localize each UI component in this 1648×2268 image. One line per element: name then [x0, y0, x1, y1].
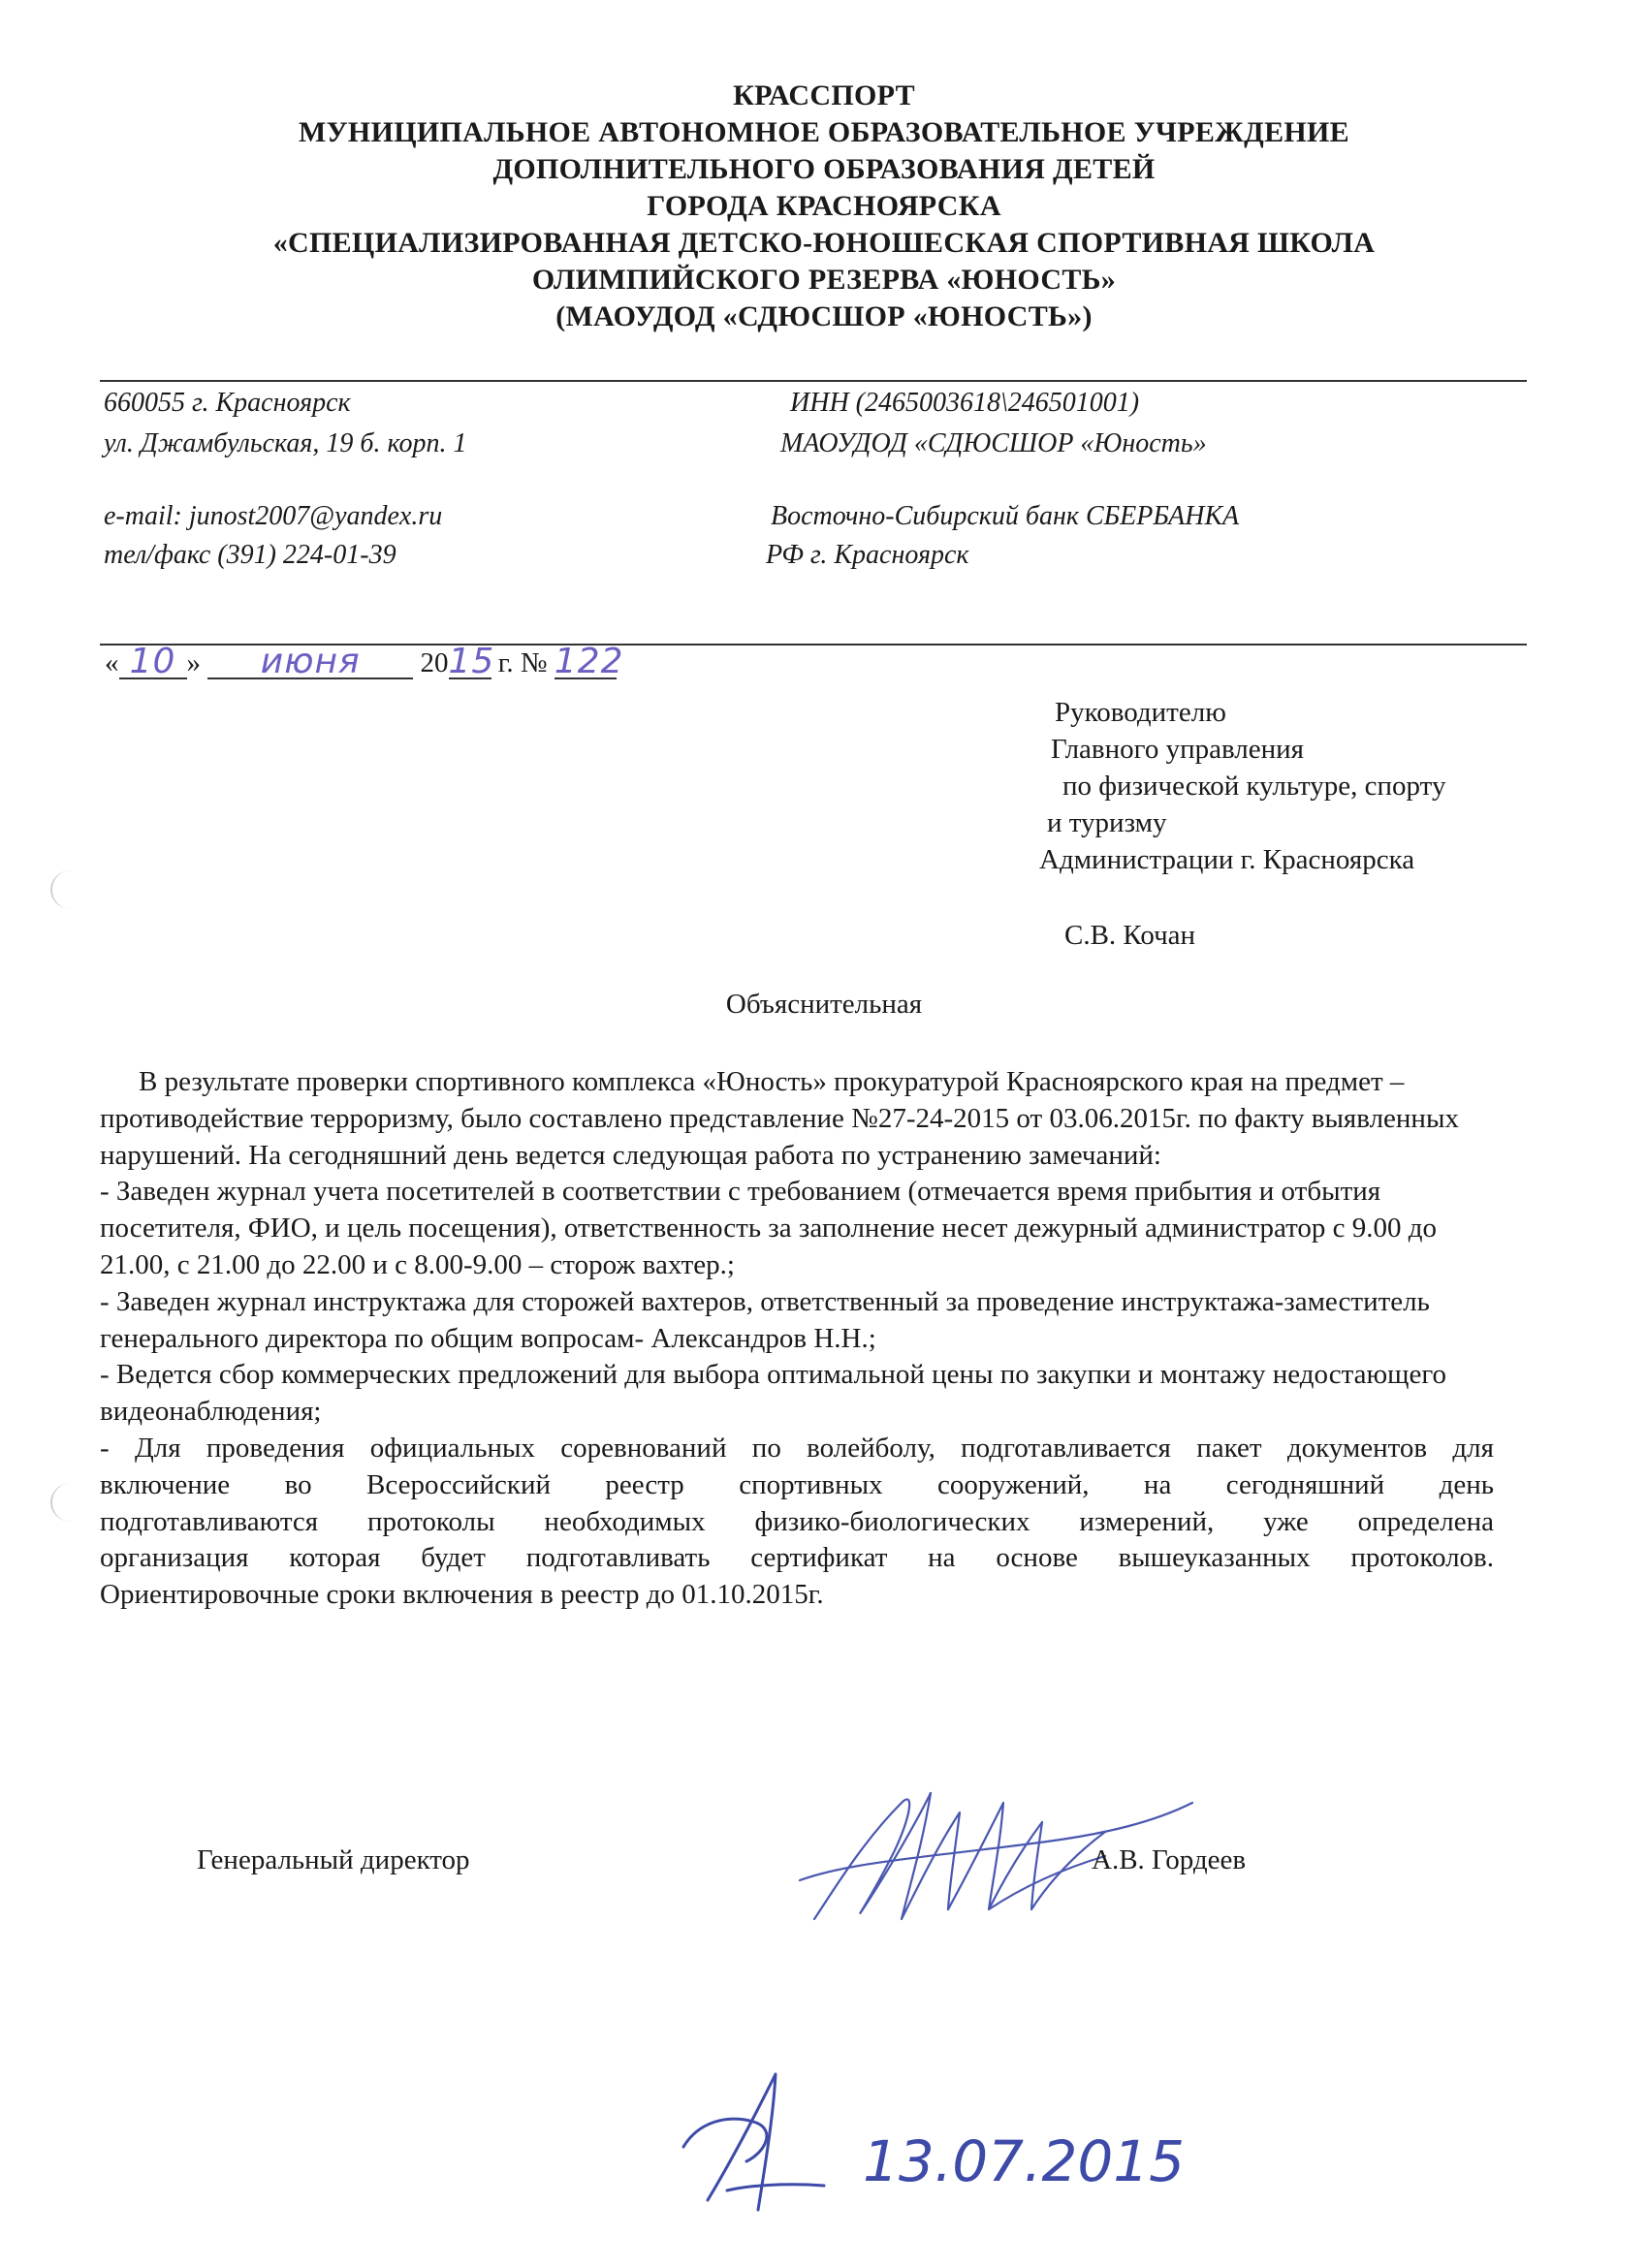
- handwritten-number: 122: [554, 642, 624, 681]
- date-number-line: [105, 642, 624, 681]
- date-quote: «: [105, 647, 119, 678]
- body-line: Ориентировочные сроки включения в реестр до 01.10.2015г.: [100, 1579, 824, 1611]
- body-line: организация которая будет подготавливать сертификат на основе вышеуказанных протоколов.: [100, 1542, 1494, 1574]
- addressee-line: Главного управления: [1051, 734, 1304, 765]
- addressee-line: и туризму: [1047, 807, 1167, 838]
- header-line: (МАОУДОД «СДЮСШОР «ЮНОСТЬ»): [555, 300, 1093, 332]
- body-paragraph: - Заведен журнал инструктажа для сторожей вахтеров, ответственный за проведение инструктажа-заместитель генерального директора по общим вопросам- Александров Н.Н.;: [100, 1285, 1430, 1354]
- header-line: КРАССПОРТ: [733, 79, 915, 111]
- punch-hole-mark: [50, 870, 91, 909]
- email-line: e-mail: junost2007@yandex.ru: [104, 501, 443, 531]
- handwritten-year: 15: [448, 642, 495, 681]
- header-line: ГОРОДА КРАСНОЯРСКА: [647, 190, 1001, 222]
- punch-hole-mark: [50, 1483, 91, 1522]
- header-line: «СПЕЦИАЛИЗИРОВАННАЯ ДЕТСКО-ЮНОШЕСКАЯ СПОРТИВНАЯ ШКОЛА: [272, 227, 1376, 259]
- addressee-line: Администрации г. Красноярска: [1039, 844, 1415, 875]
- day-field: [119, 642, 187, 681]
- address-line: 660055 г. Красноярск: [104, 388, 351, 418]
- body-line: включение во Всероссийский реестр спортивных сооружений, на сегодняшний день: [100, 1468, 1494, 1500]
- phone-line: тел/факс (391) 224-01-39: [104, 540, 396, 570]
- addressee-name: С.В. Кочан: [1064, 920, 1196, 951]
- body-paragraph: - Заведен журнал учета посетителей в соответствии с требованием (отмечается время прибытия и отбытия посетителя, ФИО, и цель посещения), ответственность за заполнение несет дежурный администратор с 9.00 до 21.00, с 21.00 до 22.00 и с 8.00-9.00 – сторож вахтер.;: [100, 1176, 1438, 1280]
- addressee-line: Руководителю: [1055, 697, 1226, 728]
- header-line: ДОПОЛНИТЕЛЬНОГО ОБРАЗОВАНИЯ ДЕТЕЙ: [492, 153, 1156, 185]
- bank-line: РФ г. Красноярск: [766, 540, 969, 570]
- document-title: Объяснительная: [725, 989, 923, 1020]
- document-body: [100, 1064, 1494, 1614]
- date-quote: »: [186, 647, 201, 678]
- addressee-line: по физической культуре, спорту: [1062, 771, 1446, 802]
- org-short-name: МАОУДОД «СДЮСШОР «Юность»: [780, 428, 1207, 458]
- body-line: подготавливаются протоколы необходимых физико-биологических измерений, уже определена: [100, 1505, 1494, 1537]
- inn-line: ИНН (2465003618\246501001): [790, 388, 1140, 418]
- handwritten-approval-note: [669, 2055, 1212, 2220]
- year-prefix: 20: [420, 647, 449, 678]
- address-line: ул. Джамбульская, 19 б. корп. 1: [104, 428, 467, 458]
- body-paragraph: - Ведется сбор коммерческих предложений для выбора оптимальной цены по закупки и монтажу недостающего видеонаблюдения;: [100, 1359, 1447, 1428]
- organization-header: [0, 78, 1648, 335]
- year-field: [448, 642, 495, 681]
- handwritten-month: июня: [260, 642, 361, 681]
- header-divider: [100, 380, 1527, 382]
- number-field: [554, 642, 624, 681]
- handwritten-day: 10: [129, 642, 176, 681]
- body-paragraph: В результате проверки спортивного комплекса «Юность» прокуратурой Красноярского края на предмет – противодействие терроризму, было составлено представление №27-24-2015 от 03.06.2015г. по факту выявленных нарушений. На сегодняшний день ведется следующая работа по устранению замечаний:: [100, 1066, 1459, 1171]
- header-line: МУНИЦИПАЛЬНОЕ АВТОНОМНОЕ ОБРАЗОВАТЕЛЬНОЕ УЧРЕЖДЕНИЕ: [299, 116, 1349, 148]
- month-field: [207, 642, 413, 681]
- body-line: - Для проведения официальных соревнований по волейболу, подготавливается пакет документов для: [100, 1432, 1494, 1464]
- header-line: ОЛИМПИЙСКОГО РЕЗЕРВА «ЮНОСТЬ»: [531, 264, 1117, 296]
- signatory-position: Генеральный директор: [197, 1844, 470, 1875]
- number-label: г. №: [497, 647, 548, 678]
- handwritten-date: 13.07.2015: [863, 2128, 1186, 2194]
- bank-line: Восточно-Сибирский банк СБЕРБАНКА: [771, 501, 1240, 531]
- signatory-name: А.В. Гордеев: [1092, 1844, 1247, 1875]
